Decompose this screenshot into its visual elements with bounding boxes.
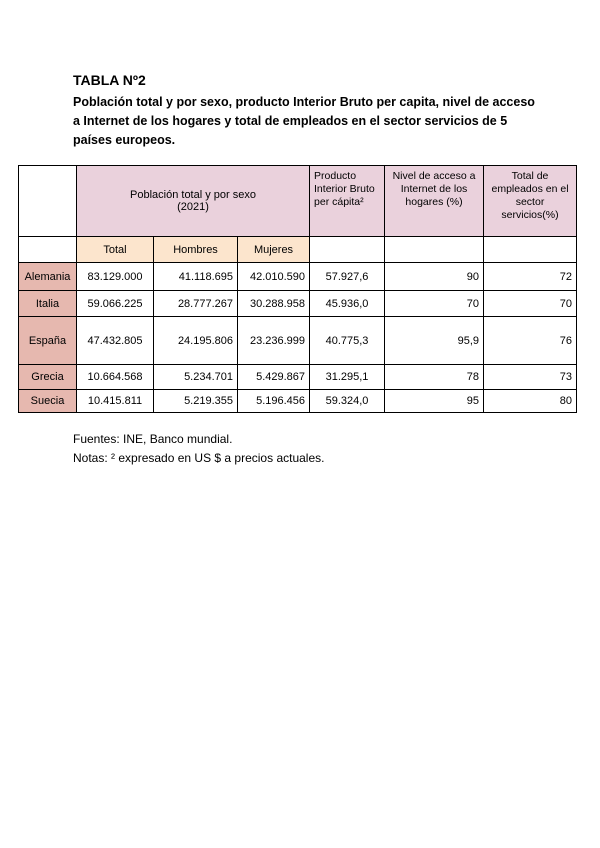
- total-cell: 83.129.000: [77, 263, 154, 291]
- subheader-total: Total: [77, 237, 154, 263]
- subheader-empty: [310, 237, 385, 263]
- mujeres-cell: 5.196.456: [238, 390, 310, 413]
- header-pib: Producto Interior Bruto per cápita²: [310, 166, 385, 237]
- header-poblacion-line2: (2021): [177, 201, 209, 213]
- header-poblacion-line1: Población total y por sexo: [130, 189, 256, 201]
- internet-cell: 90: [385, 263, 484, 291]
- total-cell: 47.432.805: [77, 317, 154, 365]
- subheader-empty: [385, 237, 484, 263]
- country-cell: Alemania: [19, 263, 77, 291]
- internet-cell: 78: [385, 365, 484, 390]
- subheader-empty: [484, 237, 577, 263]
- mujeres-cell: 42.010.590: [238, 263, 310, 291]
- empleados-cell: 76: [484, 317, 577, 365]
- table-row: [19, 365, 577, 390]
- table-row: [19, 263, 577, 291]
- hombres-cell: 41.118.695: [154, 263, 238, 291]
- subheader-mujeres: Mujeres: [238, 237, 310, 263]
- empleados-cell: 80: [484, 390, 577, 413]
- hombres-cell: 28.777.267: [154, 291, 238, 317]
- sources-note: Fuentes: INE, Banco mundial.: [73, 432, 233, 446]
- mujeres-cell: 30.288.958: [238, 291, 310, 317]
- country-cell: España: [19, 317, 77, 365]
- country-cell: Italia: [19, 291, 77, 317]
- internet-cell: 95,9: [385, 317, 484, 365]
- corner-cell: [19, 166, 77, 237]
- header-poblacion: [77, 166, 310, 237]
- internet-cell: 70: [385, 291, 484, 317]
- header-internet: Nivel de acceso a Internet de los hogares (%): [385, 166, 484, 237]
- table-subtitle: Población total y por sexo, producto Interior Bruto per capita, nivel de acceso a Internet de los hogares y total de empleados en el sector servicios de 5 países europeos.: [73, 95, 535, 147]
- pib-cell: 40.775,3: [310, 317, 385, 365]
- country-cell: Suecia: [19, 390, 77, 413]
- title-block: [73, 71, 543, 150]
- total-cell: 10.415.811: [77, 390, 154, 413]
- empleados-cell: 72: [484, 263, 577, 291]
- footnote: Notas: ² expresado en US $ a precios actuales.: [73, 451, 325, 465]
- notes: [73, 430, 324, 468]
- table-title: TABLA Nº2: [73, 72, 146, 88]
- pib-cell: 45.936,0: [310, 291, 385, 317]
- pib-cell: 31.295,1: [310, 365, 385, 390]
- hombres-cell: 5.234.701: [154, 365, 238, 390]
- table-row: [19, 390, 577, 413]
- total-cell: 59.066.225: [77, 291, 154, 317]
- hombres-cell: 24.195.806: [154, 317, 238, 365]
- table-row: [19, 291, 577, 317]
- data-table: [18, 165, 577, 413]
- hombres-cell: 5.219.355: [154, 390, 238, 413]
- subheader-empty: [19, 237, 77, 263]
- empleados-cell: 70: [484, 291, 577, 317]
- subheader-hombres: Hombres: [154, 237, 238, 263]
- empleados-cell: 73: [484, 365, 577, 390]
- header-empleados: Total de empleados en el sector servicios(%): [484, 166, 577, 237]
- internet-cell: 95: [385, 390, 484, 413]
- pib-cell: 57.927,6: [310, 263, 385, 291]
- mujeres-cell: 5.429.867: [238, 365, 310, 390]
- pib-cell: 59.324,0: [310, 390, 385, 413]
- mujeres-cell: 23.236.999: [238, 317, 310, 365]
- table-row: [19, 317, 577, 365]
- country-cell: Grecia: [19, 365, 77, 390]
- total-cell: 10.664.568: [77, 365, 154, 390]
